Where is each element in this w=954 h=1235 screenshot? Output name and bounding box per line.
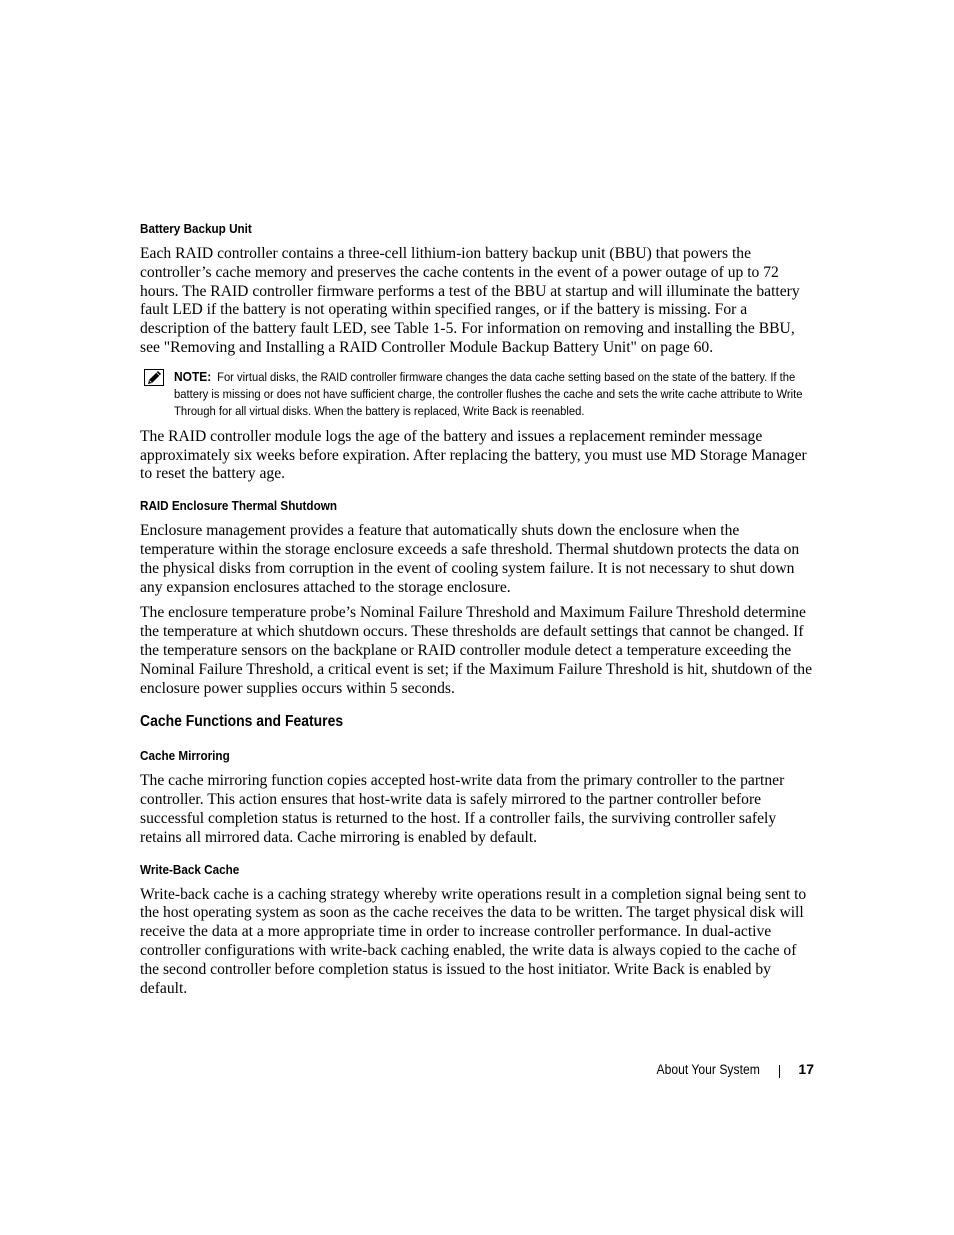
footer-chapter-title: About Your System (656, 1062, 760, 1077)
section-heading-battery-backup-unit: Battery Backup Unit (140, 221, 252, 236)
note-body: For virtual disks, the RAID controller firmware changes the data cache setting based on the state of the battery. If the battery is missing or does not have sufficient charge, the controller flushes the cache and sets the write cache attribute to Write Through for all virtual disks. When the battery is replaced, Write Back is reenabled. (174, 369, 803, 418)
paragraph-battery-age: The RAID controller module logs the age of the battery and issues a replacement reminder message approximately six weeks before expiration. After replacing the battery, you must use MD Storage Manager to reset the battery age. (140, 427, 807, 483)
section-heading-cache-mirroring: Cache Mirroring (140, 748, 230, 764)
page-number: 17 (798, 1061, 814, 1077)
paragraph-bbu-description: Each RAID controller contains a three-cell lithium-ion battery backup unit (BBU) that powers the controller’s cache memory and preserves the cache contents in the event of a power outage of up to 72 hours. The RAID controller firmware performs a test of the BBU at startup and will illuminate the battery fault LED if the battery is not operating within specified ranges, or if the battery is missing. For a description of the battery fault LED, see Table 1-5. For information on removing and installing the BBU, see "Removing and Installing a RAID Controller Module Backup Battery Unit" on page 60. (140, 245, 800, 356)
page-content (140, 221, 814, 1005)
paragraph-write-back-cache: Write-back cache is a caching strategy whereby write operations result in a completion signal being sent to the host operating system as soon as the cache receives the data to be written. The target physical disk will receive the data at a more appropriate time in order to increase controller performance. In dual-active controller configurations with write-back caching enabled, the write data is always copied to the cache of the second controller before completion status is issued to the host initiator. Write Back is enabled by default. (140, 885, 807, 997)
section-heading-thermal-shutdown: RAID Enclosure Thermal Shutdown (140, 498, 337, 514)
note-callout (140, 368, 814, 420)
paragraph-cache-mirroring: The cache mirroring function copies accepted host-write data from the primary controller to the partner controller. This action ensures that host-write data is safely mirrored to the partner controller before successful completion status is returned to the host. If a controller fails, the surviving controller safely retains all mirrored data. Cache mirroring is enabled by default. (140, 772, 785, 846)
section-heading-cache-functions: Cache Functions and Features (140, 713, 344, 731)
page-footer (600, 1061, 814, 1081)
paragraph-thermal-2: The enclosure temperature probe’s Nominal Failure Threshold and Maximum Failure Threshold determine the temperature at which shutdown occurs. These thresholds are default settings that cannot be changed. If the temperature sensors on the backplane or RAID controller module detect a temperature exceeding the Nominal Failure Threshold, a critical event is set; if the Maximum Failure Threshold is hit, shutdown of the enclosure power supplies occurs within 5 seconds. (140, 604, 813, 697)
footer-divider (779, 1065, 780, 1078)
paragraph-thermal-1: Enclosure management provides a feature that automatically shuts down the enclosure when the temperature within the storage enclosure exceeds a safe threshold. Thermal shutdown protects the data on the physical disks from corruption in the event of cooling system failure. It is not necessary to shut down any expansion enclosures attached to the storage enclosure. (140, 522, 800, 596)
note-text (174, 368, 818, 420)
section-heading-write-back-cache: Write-Back Cache (140, 861, 240, 877)
note-pencil-icon (144, 369, 164, 386)
note-label: NOTE: (174, 368, 212, 384)
